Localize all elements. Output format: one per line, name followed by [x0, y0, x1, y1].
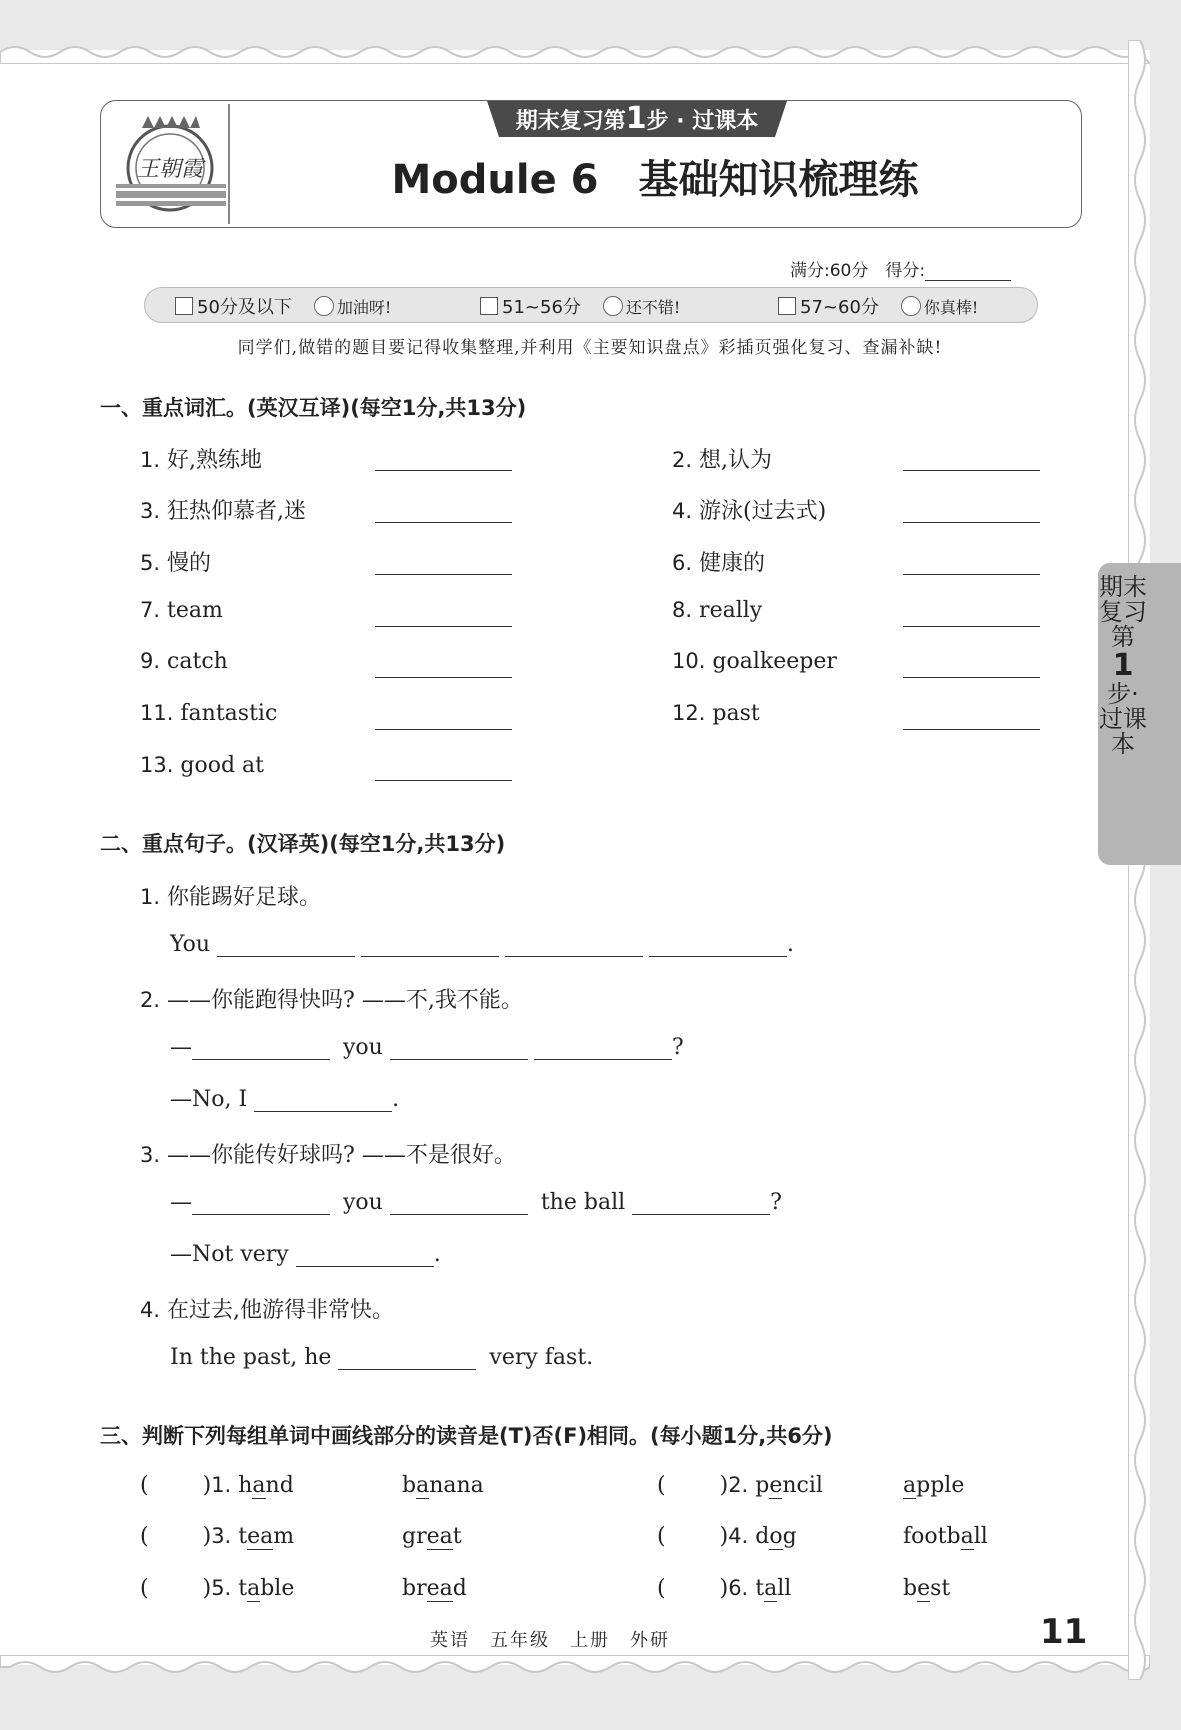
vocab-item: 6. 健康的	[672, 551, 766, 576]
score-blank[interactable]	[925, 262, 1011, 281]
answer-blank[interactable]	[338, 1347, 476, 1370]
logo-text: 王朝霞	[136, 157, 204, 182]
answer-blank[interactable]	[903, 626, 1040, 627]
sentence-answer: — you the ball ?	[170, 1190, 782, 1215]
phonics-item: ( )3. team	[140, 1524, 295, 1549]
vocab-item: 8. really	[672, 598, 763, 623]
phonics-item: ( )5. table	[140, 1576, 295, 1601]
answer-blank[interactable]	[375, 677, 512, 678]
answer-blank[interactable]	[375, 780, 512, 781]
phonics-item: ( )4. dog	[657, 1524, 797, 1549]
answer-blank[interactable]	[254, 1089, 392, 1112]
phonics-word: apple	[903, 1473, 965, 1498]
vocab-item: 13. good at	[140, 753, 265, 778]
score-line	[790, 256, 1011, 281]
answer-blank[interactable]	[192, 1037, 330, 1060]
sentence-prompt: 4. 在过去,他游得非常快。	[140, 1298, 395, 1323]
footer-text: 英语 五年级 上册 外研	[430, 1630, 670, 1651]
answer-blank[interactable]	[534, 1037, 672, 1060]
answer-blank[interactable]	[903, 470, 1040, 471]
answer-blank[interactable]	[390, 1192, 528, 1215]
phonics-word: great	[402, 1524, 462, 1549]
phonics-item: ( )1. hand	[140, 1473, 294, 1498]
sentence-answer: You .	[170, 932, 795, 957]
answer-blank[interactable]	[375, 729, 512, 730]
vocab-item: 4. 游泳(过去式)	[672, 499, 827, 524]
sentence-prompt: 3. ——你能传好球吗? ——不是很好。	[140, 1143, 516, 1168]
sentence-prompt: 1. 你能踢好足球。	[140, 885, 322, 910]
face-icon	[314, 296, 334, 316]
study-note: 同学们,做错的题目要记得收集整理,并利用《主要知识盘点》彩插页强化复习、查漏补缺!	[237, 338, 943, 358]
banner-label: 期末复习第1步 · 过课本	[515, 101, 759, 136]
vocab-item: 1. 好,熟练地	[140, 448, 263, 473]
grade-option-3: 57~60分 你真棒!	[778, 293, 978, 319]
phonics-word: football	[903, 1524, 988, 1549]
grade-checkbox-1[interactable]	[175, 297, 193, 315]
vocab-item: 12. past	[672, 701, 760, 726]
section1-title: 一、重点词汇。(英汉互译)(每空1分,共13分)	[100, 396, 527, 420]
page-title: Module 6 基础知识梳理练	[391, 157, 919, 203]
sentence-answer: —No, I .	[170, 1087, 400, 1112]
grade-checkbox-3[interactable]	[778, 297, 796, 315]
sentence-answer: — you ?	[170, 1035, 684, 1060]
page-number: 11	[1040, 1612, 1088, 1652]
sentence-answer: —Not very .	[170, 1242, 441, 1267]
answer-blank[interactable]	[375, 574, 512, 575]
answer-blank[interactable]	[903, 522, 1040, 523]
answer-blank[interactable]	[505, 934, 643, 957]
vocab-item: 9. catch	[140, 649, 228, 674]
phonics-word: best	[903, 1576, 951, 1601]
side-tab-label: 期末复习第 1 步·过课本	[1099, 573, 1147, 758]
answer-blank[interactable]	[375, 470, 512, 471]
answer-blank[interactable]	[903, 729, 1040, 730]
phonics-item: ( )6. tall	[657, 1576, 792, 1601]
answer-blank[interactable]	[632, 1192, 770, 1215]
answer-blank[interactable]	[375, 626, 512, 627]
sentence-prompt: 2. ——你能跑得快吗? ——不,我不能。	[140, 988, 523, 1013]
sentence-answer: In the past, he very fast.	[170, 1345, 594, 1370]
vocab-item: 5. 慢的	[140, 551, 212, 576]
answer-blank[interactable]	[192, 1192, 330, 1215]
face-icon	[901, 296, 921, 316]
logo-emblem	[112, 108, 232, 222]
answer-blank[interactable]	[903, 574, 1040, 575]
answer-blank[interactable]	[390, 1037, 528, 1060]
phonics-word: banana	[402, 1473, 484, 1498]
phonics-item: ( )2. pencil	[657, 1473, 823, 1498]
section3-title: 三、判断下列每组单词中画线部分的读音是(T)否(F)相同。(每小题1分,共6分)	[100, 1424, 833, 1448]
answer-blank[interactable]	[361, 934, 499, 957]
grade-option-1: 50分及以下 加油呀!	[175, 293, 391, 319]
vocab-item: 11. fantastic	[140, 701, 278, 726]
answer-blank[interactable]	[217, 934, 355, 957]
grade-checkbox-2[interactable]	[480, 297, 498, 315]
vocab-item: 3. 狂热仰慕者,迷	[140, 499, 307, 524]
phonics-word: bread	[402, 1576, 467, 1601]
grade-option-2: 51~56分 还不错!	[480, 293, 680, 319]
answer-blank[interactable]	[903, 677, 1040, 678]
face-icon	[603, 296, 623, 316]
wavy-top-border	[0, 40, 1150, 64]
wavy-bottom-border	[0, 1655, 1150, 1679]
section2-title: 二、重点句子。(汉译英)(每空1分,共13分)	[100, 832, 506, 856]
vocab-item: 2. 想,认为	[672, 448, 773, 473]
answer-blank[interactable]	[296, 1244, 434, 1267]
vocab-item: 7. team	[140, 598, 223, 623]
vocab-item: 10. goalkeeper	[672, 649, 837, 674]
score-label: 满分:60分 得分:	[790, 261, 926, 281]
answer-blank[interactable]	[649, 934, 787, 957]
answer-blank[interactable]	[375, 522, 512, 523]
